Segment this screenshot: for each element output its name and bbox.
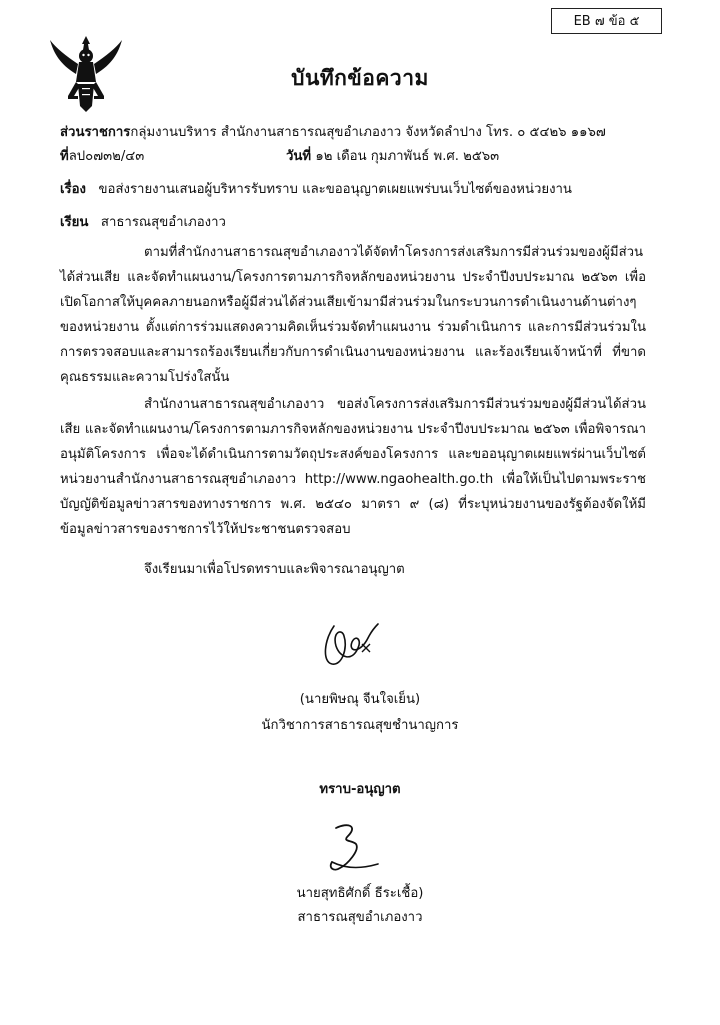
subject-label: เรื่อง [60,182,86,197]
signature-2 [318,818,380,878]
closing-paragraph: จึงเรียนมาเพื่อโปรดทราบและพิจารณาอนุญาต [144,562,405,577]
salutation-value: สาธารณสุขอำเภองาว [100,215,226,230]
salutation-label: เรียน [60,215,89,230]
body-paragraph-1: ตามที่สำนักงานสาธารณสุขอำเภองาวได้จัดทำโครงการส่งเสริมการมีส่วนร่วมของผู้มีส่วนได้ส่วนเสีย และจัดทำแผนงาน/โครงการตามภารกิจหลักของหน่วยงาน ประจำปีงบประมาณ ๒๕๖๓ เพื่อเปิดโอกาสให้บุคคลภายนอกหรือผู้มีส่วนได้ส่วนเสียเข้ามามีส่วนร่วมในกระบวนการดำเนินงานด้านต่างๆ ของหน่วยงาน ตั้งแต่การร่วมแสดงความคิดเห็นร่วมจัดทำแผนงาน ร่วมดำเนินการ และการมีส่วนร่วมในการตรวจสอบและสามารถร้องเรียนเกี่ยวกับการดำเนินงานของหน่วยงาน และร้องเรียนเจ้าหน้าที่ ที่ขาดคุณธรรมและความโปร่งใสนั้น [60,245,646,385]
document-code-box: EB ๗ ข้อ ๕ [551,8,662,34]
reference-label: ที่ [60,149,69,164]
agency-line [60,121,606,142]
signer-2-position: สาธารณสุขอำเภองาว [297,910,423,925]
date-value: ๑๒ เดือน กุมภาพันธ์ พ.ศ. ๒๕๖๓ [311,149,500,164]
memo-title: บันทึกข้อความ [291,66,429,90]
agency-value: กลุ่มงานบริหาร สำนักงานสาธารณสุขอำเภองาว จังหวัดลำปาง โทร. ๐ ๕๔๒๖ ๑๑๖๗ [130,125,606,140]
body-paragraph-2: สำนักงานสาธารณสุขอำเภองาว ขอส่งโครงการส่งเสริมการมีส่วนร่วมของผู้มีส่วนได้ส่วนเสีย และจัดทำแผนงาน/โครงการตามภารกิจหลักของหน่วยงาน ประจำปีงบประมาณ ๒๕๖๓ เพื่อพิจารณาอนุมัติโครงการ เพื่อจะได้ดำเนินการตามวัตถุประสงค์ของโครงการ และขออนุญาตเผยแพร่ผ่านเว็บไซต์หน่วยงานสำนักงานสาธารณสุขอำเภองาว http://www.ngaohealth.go.th เพื่อให้เป็นไปตามพระราชบัญญัติข้อมูลข่าวสารของทางราชการ พ.ศ. ๒๕๔๐ มาตรา ๙ (๘) ที่ระบุหน่วยงานของรัฐต้องจัดให้มีข้อมูลข่าวสารของราชการไว้ให้ประชาชนตรวจสอบ [60,397,646,537]
approval-text: ทราบ-อนุญาต [319,782,401,797]
signature-1 [318,618,382,674]
signer-2-name: นายสุทธิศักดิ์ ธีระเชื้อ) [296,886,424,901]
reference-value: ลป๐๗๓๒/๔๓ [68,149,145,164]
agency-label: ส่วนราชการ [60,125,131,140]
salutation-line [60,211,226,232]
subject-line [60,178,572,199]
subject-value: ขอส่งรายงานเสนอผู้บริหารรับทราบ และขออนุญาตเผยแพร่บนเว็บไซต์ของหน่วยงาน [98,182,572,197]
signer-1-name: (นายพิษณุ จีนใจเย็น) [299,692,421,707]
date-label: วันที่ [286,149,312,164]
signer-1-position: นักวิชาการสาธารณสุขชำนาญการ [261,718,459,733]
reference-number [60,145,144,166]
date-line [286,145,499,166]
